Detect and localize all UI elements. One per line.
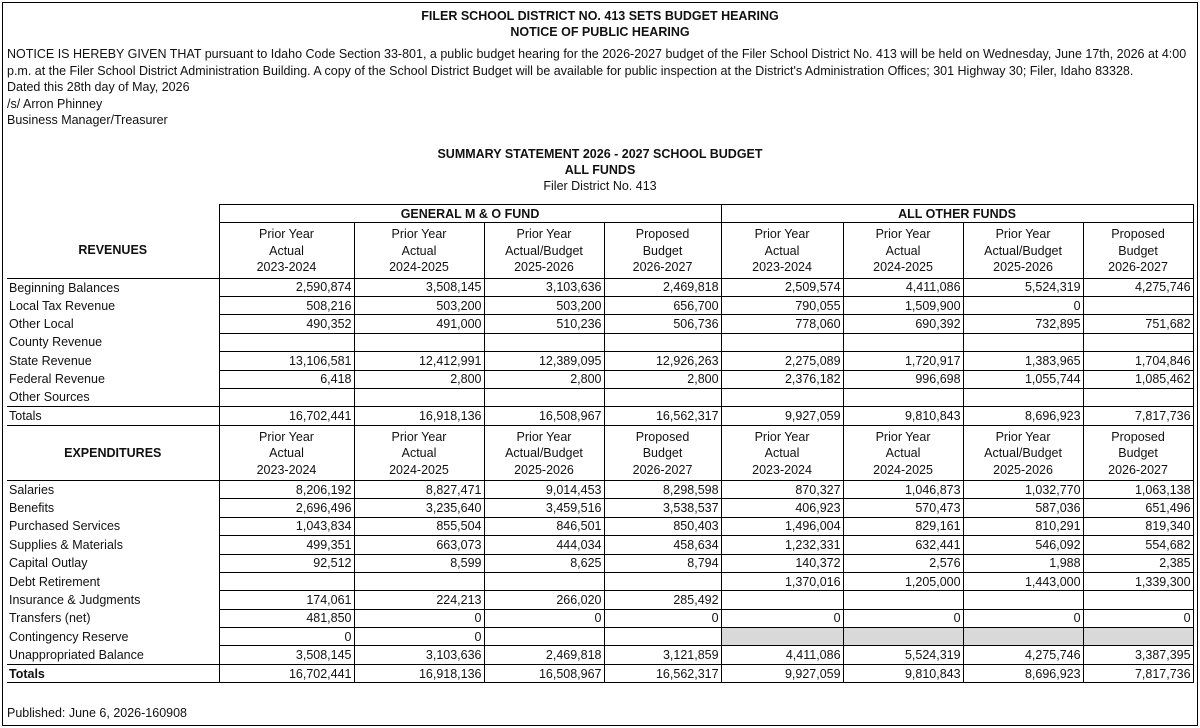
- column-header-line: Prior Year: [516, 227, 572, 242]
- totals-cell: 16,508,967: [484, 407, 604, 425]
- table-cell: 2,385: [1083, 554, 1193, 572]
- table-cell: 0: [963, 297, 1083, 315]
- table-cell: 503,200: [484, 297, 604, 315]
- row-label: Local Tax Revenue: [9, 298, 116, 313]
- table-cell: 0: [354, 609, 484, 627]
- table-cell: 790,055: [721, 297, 843, 315]
- notice-header: [6, 8, 1194, 40]
- row-label: Benefits: [9, 501, 55, 516]
- totals-cell: 9,810,843: [843, 664, 963, 682]
- column-header-line: Actual: [401, 446, 437, 461]
- totals-label: Totals: [7, 664, 219, 682]
- totals-cell: 16,918,136: [354, 664, 484, 682]
- table-cell: 1,032,770: [963, 480, 1083, 498]
- column-header-line: Actual/Budget: [984, 446, 1062, 461]
- totals-cell: 16,562,317: [604, 664, 721, 682]
- table-cell: 2,576: [843, 554, 963, 572]
- table-cell: [963, 591, 1083, 609]
- notice-subtitle: NOTICE OF PUBLIC HEARING: [510, 25, 690, 39]
- table-cell: 8,827,471: [354, 480, 484, 498]
- table-cell: 499,351: [219, 536, 354, 554]
- budget-table-body: [7, 223, 1193, 683]
- column-header-line: Proposed: [1111, 227, 1165, 242]
- table-cell: 663,073: [354, 536, 484, 554]
- table-cell: 3,121,859: [604, 646, 721, 664]
- table-cell: 1,370,016: [721, 572, 843, 590]
- table-cell: 690,392: [843, 315, 963, 333]
- expenditures-totals-row: [7, 664, 1193, 682]
- table-cell: 3,103,636: [354, 646, 484, 664]
- column-header-line: Proposed: [635, 227, 690, 242]
- column-header-line: Prior Year: [516, 429, 572, 444]
- column-header-line: Actual/Budget: [505, 243, 583, 258]
- table-cell: [843, 333, 963, 351]
- table-cell: 1,043,834: [219, 517, 354, 535]
- table-cell: 174,061: [219, 591, 354, 609]
- totals-cell: 9,927,059: [721, 407, 843, 425]
- table-cell: 12,926,263: [604, 352, 721, 370]
- table-cell: [843, 591, 963, 609]
- column-header: [721, 425, 843, 480]
- column-header-line: Actual: [885, 243, 921, 258]
- notice-paragraph: NOTICE IS HEREBY GIVEN THAT pursuant to Idaho Code Section 33-801, a public budget hearing for the 2026-2027 budget of the Filer School District No. 413 will be held on Wednesday, June 17th, 2026 at 4:00 p.m. at the Filer School District Administration Building. A copy of the School District Budget will be available for public inspection at the District's Administration Offices; 301 Highway 30; Filer, Idaho 83328.: [7, 47, 1187, 78]
- totals-cell: 16,702,441: [219, 664, 354, 682]
- table-cell: [1083, 297, 1193, 315]
- table-cell: [1083, 591, 1193, 609]
- table-cell: 1,443,000: [963, 572, 1083, 590]
- revenue-row: [7, 370, 1193, 388]
- table-cell: 1,720,917: [843, 352, 963, 370]
- table-cell: [1083, 628, 1193, 646]
- table-cell: 0: [843, 609, 963, 627]
- table-cell: [604, 628, 721, 646]
- column-header-line: 2026-2027: [632, 462, 693, 477]
- table-cell: [354, 388, 484, 406]
- notice-signature: /s/ Arron Phinney: [7, 96, 103, 111]
- expenditure-row: [7, 591, 1193, 609]
- row-label: Beginning Balances: [9, 280, 120, 295]
- table-cell: [354, 333, 484, 351]
- column-header-line: 2024-2025: [873, 462, 933, 477]
- table-cell: 2,590,874: [219, 278, 354, 296]
- totals-cell: 7,817,736: [1083, 664, 1193, 682]
- revenue-row: [7, 333, 1193, 351]
- table-cell: 819,340: [1083, 517, 1193, 535]
- column-header: [484, 223, 604, 278]
- column-header-line: Prior Year: [259, 429, 314, 444]
- column-header-line: Prior Year: [875, 429, 931, 444]
- column-header-line: 2023-2024: [256, 462, 317, 477]
- table-cell: 490,352: [219, 315, 354, 333]
- table-cell: 4,275,746: [1083, 278, 1193, 296]
- column-header-line: 2026-2027: [632, 260, 693, 275]
- table-cell: [604, 333, 721, 351]
- table-cell: 632,441: [843, 536, 963, 554]
- table-cell: 8,625: [484, 554, 604, 572]
- table-cell: 546,092: [963, 536, 1083, 554]
- column-header-line: 2024-2025: [389, 462, 449, 477]
- table-cell: 9,014,453: [484, 480, 604, 498]
- table-cell: [1083, 388, 1193, 406]
- group-header-row: [7, 205, 1193, 223]
- expenditures-heading: EXPENDITURES: [7, 425, 219, 480]
- row-label: Transfers (net): [9, 611, 91, 626]
- table-cell: 732,895: [963, 315, 1083, 333]
- table-cell: [843, 628, 963, 646]
- table-cell: 0: [354, 628, 484, 646]
- column-header-line: Actual/Budget: [984, 243, 1062, 258]
- summary-title: SUMMARY STATEMENT 2026 - 2027 SCHOOL BUDGET: [437, 147, 763, 161]
- table-cell: 570,473: [843, 499, 963, 517]
- table-cell: [604, 388, 721, 406]
- table-cell: 8,206,192: [219, 480, 354, 498]
- column-header: [354, 425, 484, 480]
- column-header-line: Actual: [269, 243, 304, 258]
- row-label: Purchased Services: [9, 519, 121, 534]
- table-cell: 12,412,991: [354, 352, 484, 370]
- table-cell: 0: [484, 609, 604, 627]
- column-header: [843, 425, 963, 480]
- expenditure-row: [7, 609, 1193, 627]
- table-cell: 3,459,516: [484, 499, 604, 517]
- column-header: [1083, 425, 1193, 480]
- expenditure-row: [7, 517, 1193, 535]
- table-cell: [219, 572, 354, 590]
- column-header-line: 2025-2026: [514, 462, 574, 477]
- expenditures-column-header-row: [7, 425, 1193, 480]
- column-header: [219, 223, 354, 278]
- table-cell: 506,736: [604, 315, 721, 333]
- column-header-line: 2023-2024: [752, 260, 812, 275]
- row-label: Debt Retirement: [9, 574, 101, 589]
- budget-table: [7, 204, 1194, 683]
- table-cell: 285,492: [604, 591, 721, 609]
- column-header-line: Budget: [642, 446, 683, 461]
- column-header-line: Actual: [269, 446, 304, 461]
- table-cell: 3,387,395: [1083, 646, 1193, 664]
- notice-title: FILER SCHOOL DISTRICT NO. 413 SETS BUDGET HEARING: [421, 9, 779, 23]
- row-label: Insurance & Judgments: [9, 592, 141, 607]
- table-cell: 1,055,744: [963, 370, 1083, 388]
- column-header-line: Actual: [764, 446, 800, 461]
- table-cell: 92,512: [219, 554, 354, 572]
- row-label: County Revenue: [9, 335, 103, 350]
- totals-cell: 8,696,923: [963, 664, 1083, 682]
- column-header-line: Proposed: [635, 429, 690, 444]
- revenues-heading: REVENUES: [7, 223, 219, 278]
- table-cell: 855,504: [354, 517, 484, 535]
- group-general-fund: GENERAL M & O FUND: [219, 205, 721, 223]
- table-cell: 266,020: [484, 591, 604, 609]
- table-cell: [604, 572, 721, 590]
- notice-body: [7, 46, 1192, 129]
- table-cell: 1,383,965: [963, 352, 1083, 370]
- table-cell: 1,339,300: [1083, 572, 1193, 590]
- row-label: Salaries: [9, 482, 55, 497]
- table-cell: 2,800: [604, 370, 721, 388]
- revenue-row: [7, 388, 1193, 406]
- table-cell: [963, 628, 1083, 646]
- column-header-line: Prior Year: [391, 429, 447, 444]
- table-cell: 2,800: [354, 370, 484, 388]
- table-cell: 503,200: [354, 297, 484, 315]
- revenue-row: [7, 297, 1193, 315]
- table-cell: 5,524,319: [843, 646, 963, 664]
- table-cell: 508,216: [219, 297, 354, 315]
- expenditure-row: [7, 499, 1193, 517]
- table-cell: 510,236: [484, 315, 604, 333]
- table-cell: 2,376,182: [721, 370, 843, 388]
- column-header-line: 2025-2026: [993, 260, 1053, 275]
- table-cell: 846,501: [484, 517, 604, 535]
- column-header-line: Prior Year: [754, 429, 810, 444]
- table-cell: 1,509,900: [843, 297, 963, 315]
- table-cell: [963, 333, 1083, 351]
- table-cell: 444,034: [484, 536, 604, 554]
- table-cell: 140,372: [721, 554, 843, 572]
- column-header-line: 2026-2027: [1108, 462, 1168, 477]
- totals-cell: 9,927,059: [721, 664, 843, 682]
- row-label: Supplies & Materials: [9, 537, 123, 552]
- table-cell: 2,469,818: [604, 278, 721, 296]
- totals-cell: 9,810,843: [843, 407, 963, 425]
- column-header-line: Proposed: [1111, 429, 1165, 444]
- column-header: [604, 223, 721, 278]
- column-header-line: 2026-2027: [1108, 260, 1168, 275]
- table-cell: [484, 333, 604, 351]
- expenditure-row: [7, 572, 1193, 590]
- table-cell: 1,085,462: [1083, 370, 1193, 388]
- summary-heading: [6, 146, 1194, 194]
- table-cell: [219, 333, 354, 351]
- column-header: [721, 223, 843, 278]
- table-cell: 6,418: [219, 370, 354, 388]
- revenues-totals-row: [7, 407, 1193, 425]
- table-cell: 3,103,636: [484, 278, 604, 296]
- published-line: Published: June 6, 2026-160908: [7, 706, 188, 720]
- table-cell: 224,213: [354, 591, 484, 609]
- table-cell: 1,063,138: [1083, 480, 1193, 498]
- column-header-line: Budget: [1118, 446, 1158, 461]
- table-cell: 778,060: [721, 315, 843, 333]
- row-label: State Revenue: [9, 353, 92, 368]
- column-header-line: Budget: [642, 243, 683, 258]
- column-header-line: 2024-2025: [873, 260, 933, 275]
- column-header-line: Prior Year: [391, 227, 447, 242]
- table-cell: 8,599: [354, 554, 484, 572]
- column-header-line: 2024-2025: [389, 260, 449, 275]
- revenue-row: [7, 352, 1193, 370]
- notice-dated: Dated this 28th day of May, 2026: [7, 80, 190, 94]
- summary-district: Filer District No. 413: [543, 179, 657, 193]
- table-cell: 3,538,537: [604, 499, 721, 517]
- table-cell: 1,988: [963, 554, 1083, 572]
- summary-subtitle: ALL FUNDS: [564, 163, 636, 177]
- column-header: [354, 223, 484, 278]
- column-header-line: Prior Year: [995, 227, 1051, 242]
- expenditure-row: [7, 536, 1193, 554]
- table-cell: [963, 388, 1083, 406]
- column-header-line: Prior Year: [259, 227, 314, 242]
- table-cell: [354, 572, 484, 590]
- table-cell: 5,524,319: [963, 278, 1083, 296]
- column-header: [484, 425, 604, 480]
- table-cell: 8,794: [604, 554, 721, 572]
- table-cell: 651,496: [1083, 499, 1193, 517]
- table-cell: 491,000: [354, 315, 484, 333]
- row-label: Capital Outlay: [9, 556, 88, 571]
- table-cell: [721, 628, 843, 646]
- table-cell: 1,496,004: [721, 517, 843, 535]
- column-header-line: 2023-2024: [752, 462, 812, 477]
- table-cell: 850,403: [604, 517, 721, 535]
- totals-label: Totals: [7, 407, 219, 425]
- column-header-line: Actual: [764, 243, 800, 258]
- table-cell: 810,291: [963, 517, 1083, 535]
- column-header: [1083, 223, 1193, 278]
- table-cell: 4,275,746: [963, 646, 1083, 664]
- totals-cell: 16,562,317: [604, 407, 721, 425]
- table-cell: 829,161: [843, 517, 963, 535]
- table-cell: 2,469,818: [484, 646, 604, 664]
- table-cell: 0: [1083, 609, 1193, 627]
- column-header: [963, 425, 1083, 480]
- table-cell: 458,634: [604, 536, 721, 554]
- table-cell: 3,235,640: [354, 499, 484, 517]
- table-cell: [721, 333, 843, 351]
- expenditure-row: [7, 646, 1193, 664]
- expenditure-row: [7, 480, 1193, 498]
- column-header-line: 2025-2026: [514, 260, 574, 275]
- column-header: [963, 223, 1083, 278]
- totals-cell: 16,918,136: [354, 407, 484, 425]
- column-header-line: 2023-2024: [256, 260, 317, 275]
- table-cell: 406,923: [721, 499, 843, 517]
- table-cell: 870,327: [721, 480, 843, 498]
- table-cell: [843, 388, 963, 406]
- expenditure-row: [7, 628, 1193, 646]
- table-cell: [219, 388, 354, 406]
- table-cell: 587,036: [963, 499, 1083, 517]
- totals-cell: 8,696,923: [963, 407, 1083, 425]
- totals-cell: 7,817,736: [1083, 407, 1193, 425]
- table-cell: 656,700: [604, 297, 721, 315]
- table-cell: 4,411,086: [721, 646, 843, 664]
- table-cell: 2,509,574: [721, 278, 843, 296]
- table-cell: 1,704,846: [1083, 352, 1193, 370]
- column-header: [219, 425, 354, 480]
- table-cell: 2,275,089: [721, 352, 843, 370]
- column-header-line: Prior Year: [754, 227, 810, 242]
- column-header-line: Actual: [885, 446, 921, 461]
- table-cell: 2,696,496: [219, 499, 354, 517]
- revenue-row: [7, 315, 1193, 333]
- table-cell: [1083, 333, 1193, 351]
- table-cell: 13,106,581: [219, 352, 354, 370]
- table-cell: [484, 388, 604, 406]
- table-cell: 4,411,086: [843, 278, 963, 296]
- table-cell: [484, 572, 604, 590]
- group-header-spacer: [7, 205, 219, 223]
- table-cell: [484, 628, 604, 646]
- table-cell: 0: [219, 628, 354, 646]
- column-header-line: Prior Year: [995, 429, 1051, 444]
- table-cell: 1,205,000: [843, 572, 963, 590]
- table-cell: 1,232,331: [721, 536, 843, 554]
- table-cell: 0: [963, 609, 1083, 627]
- table-cell: 1,046,873: [843, 480, 963, 498]
- totals-cell: 16,508,967: [484, 664, 604, 682]
- row-label: Unappropriated Balance: [9, 647, 144, 662]
- row-label: Contingency Reserve: [9, 629, 129, 644]
- expenditure-row: [7, 554, 1193, 572]
- revenues-column-header-row: [7, 223, 1193, 278]
- row-label: Federal Revenue: [9, 372, 105, 387]
- column-header: [843, 223, 963, 278]
- column-header-line: Actual: [401, 243, 437, 258]
- table-cell: 8,298,598: [604, 480, 721, 498]
- column-header-line: Actual/Budget: [505, 446, 583, 461]
- table-cell: 554,682: [1083, 536, 1193, 554]
- column-header-line: Budget: [1118, 243, 1158, 258]
- table-cell: 0: [604, 609, 721, 627]
- row-label: Other Sources: [9, 390, 90, 405]
- column-header: [604, 425, 721, 480]
- table-cell: 996,698: [843, 370, 963, 388]
- totals-cell: 16,702,441: [219, 407, 354, 425]
- revenue-row: [7, 278, 1193, 296]
- table-cell: 481,850: [219, 609, 354, 627]
- table-cell: [721, 591, 843, 609]
- table-cell: 12,389,095: [484, 352, 604, 370]
- notice-signer-title: Business Manager/Treasurer: [7, 113, 168, 127]
- table-cell: 3,508,145: [354, 278, 484, 296]
- row-label: Other Local: [9, 317, 74, 332]
- group-other-funds: ALL OTHER FUNDS: [721, 205, 1193, 223]
- table-cell: 0: [721, 609, 843, 627]
- column-header-line: 2025-2026: [993, 462, 1053, 477]
- table-cell: 751,682: [1083, 315, 1193, 333]
- table-cell: 3,508,145: [219, 646, 354, 664]
- table-cell: 2,800: [484, 370, 604, 388]
- table-cell: [721, 388, 843, 406]
- column-header-line: Prior Year: [875, 227, 931, 242]
